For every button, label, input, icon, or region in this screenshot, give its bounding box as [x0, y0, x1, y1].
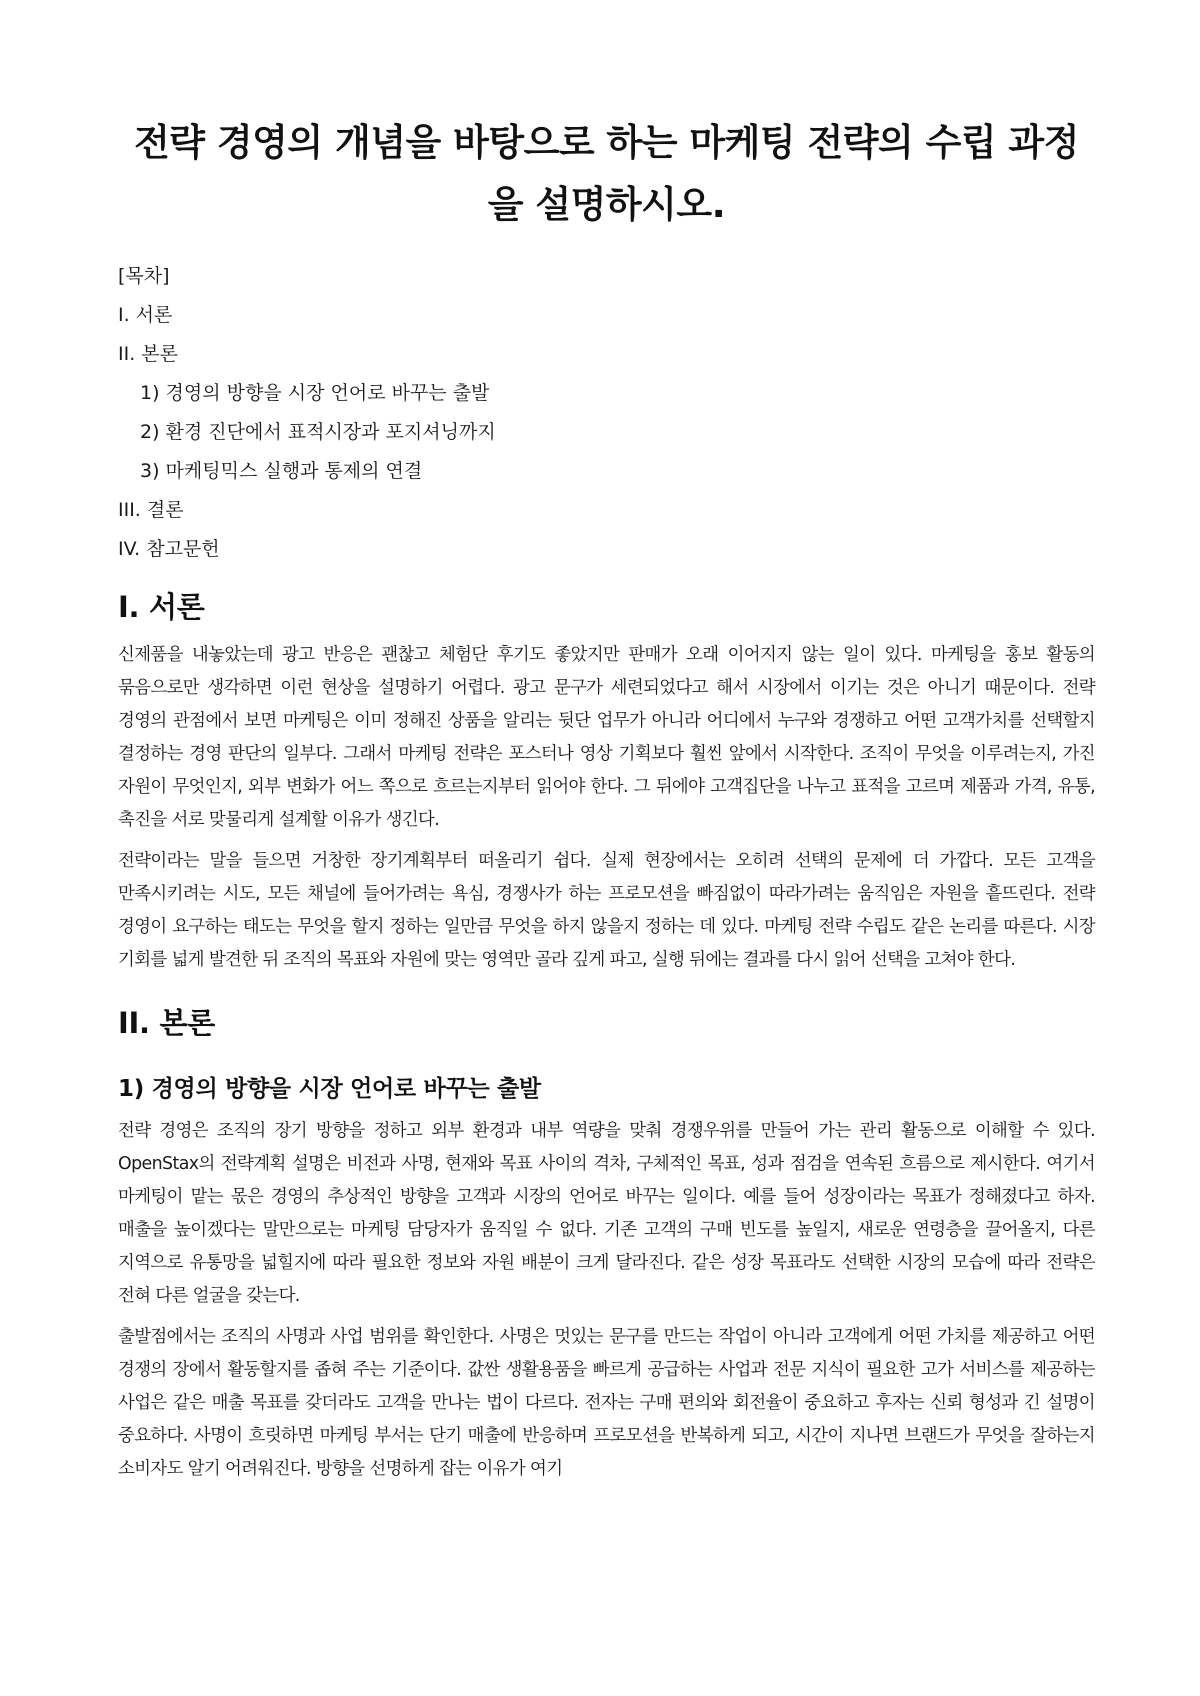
toc-item: II. 본론	[118, 343, 178, 365]
toc-heading: [목차]	[118, 265, 170, 287]
body-section	[118, 1003, 1095, 1486]
page-title: 전략 경영의 개념을 바탕으로 하는 마케팅 전략의 수립 과정을 설명하시오.	[134, 121, 1079, 226]
toc-item: I. 서론	[118, 304, 173, 326]
section-heading-intro: I. 서론	[118, 590, 205, 624]
toc-subitem: 1) 경영의 방향을 시장 언어로 바꾸는 출발	[140, 382, 490, 404]
table-of-contents	[118, 264, 1095, 561]
toc-subitem: 3) 마케팅믹스 실행과 통제의 연결	[140, 460, 423, 482]
body-paragraph: 전략 경영은 조직의 장기 방향을 정하고 외부 환경과 내부 역량을 맞춰 경쟁우위를 만들어 가는 관리 활동으로 이해할 수 있다. OpenStax의 전략계획 설명은 비전과 사명, 현재와 목표 사이의 격차, 구체적인 목표, 성과 점검을 연속된 흐름으로 제시한다. 여기서 마케팅이 맡는 몫은 경영의 추상적인 방향을 고객과 시장의 언어로 바꾸는 일이다. 예를 들어 성장이라는 목표가 정해졌다고 하자. 매출을 높이겠다는 말만으로는 마케팅 담당자가 움직일 수 없다. 기존 고객의 구매 빈도를 높일지, 새로운 연령층을 끌어올지, 다른 지역으로 유통망을 넓힐지에 따라 필요한 정보와 자원 배분이 크게 달라진다. 같은 성장 목표라도 선택한 시장의 모습에 따라 전략은 전혀 다른 얼굴을 갖는다.	[118, 1121, 1095, 1306]
toc-item: III. 결론	[118, 499, 184, 521]
toc-item: IV. 참고문헌	[118, 538, 220, 560]
body-paragraph: 전략이라는 말을 들으면 거창한 장기계획부터 떠올리기 쉽다. 실제 현장에서는 오히려 선택의 문제에 더 가깝다. 모든 고객을 만족시키려는 시도, 모든 채널에 들어가려는 욕심, 경쟁사가 하는 프로모션을 빠짐없이 따라가려는 움직임은 자원을 흩뜨린다. 전략 경영이 요구하는 태도는 무엇을 할지 정하는 일만큼 무엇을 하지 않을지 정하는 데 있다. 마케팅 전략 수립도 같은 논리를 따른다. 시장 기회를 넓게 발견한 뒤 조직의 목표와 자원에 맞는 영역만 골라 깊게 파고, 실행 뒤에는 결과를 다시 읽어 선택을 고쳐야 한다.	[118, 851, 1095, 970]
body-paragraph: 출발점에서는 조직의 사명과 사업 범위를 확인한다. 사명은 멋있는 문구를 만드는 작업이 아니라 고객에게 어떤 가치를 제공하고 어떤 경쟁의 장에서 활동할지를 좁혀 주는 기준이다. 값싼 생활용품을 빠르게 공급하는 사업과 전문 지식이 필요한 고가 서비스를 제공하는 사업은 같은 매출 목표를 갖더라도 고객을 만나는 법이 다르다. 전자는 구매 편의와 회전율이 중요하고 후자는 신뢰 형성과 긴 설명이 중요하다. 사명이 흐릿하면 마케팅 부서는 단기 매출에 반응하며 프로모션을 반복하게 되고, 시간이 지나면 브랜드가 무엇을 잘하는지 소비자도 알기 어려워진다. 방향을 선명하게 잡는 이유가 여기	[118, 1327, 1095, 1479]
intro-section	[118, 587, 1095, 977]
section-heading-body: II. 본론	[118, 1006, 215, 1040]
body-paragraph: 신제품을 내놓았는데 광고 반응은 괜찮고 체험단 후기도 좋았지만 판매가 오래 이어지지 않는 일이 있다. 마케팅을 홍보 활동의 묶음으로만 생각하면 이런 현상을 설명하기 어렵다. 광고 문구가 세련되었다고 해서 시장에서 이기는 것은 아니기 때문이다. 전략 경영의 관점에서 보면 마케팅은 이미 정해진 상품을 알리는 뒷단 업무가 아니라 어디에서 누구와 경쟁하고 어떤 고객가치를 선택할지 결정하는 경영 판단의 일부다. 그래서 마케팅 전략은 포스터나 영상 기획보다 훨씬 앞에서 시작한다. 조직이 무엇을 이루려는지, 가진 자원이 무엇인지, 외부 변화가 어느 쪽으로 흐르는지부터 읽어야 한다. 그 뒤에야 고객집단을 나누고 표적을 고르며 제품과 가격, 유통, 촉진을 서로 맞물리게 설계할 이유가 생긴다.	[118, 645, 1095, 830]
subsection-heading: 1) 경영의 방향을 시장 언어로 바꾸는 출발	[118, 1076, 541, 1102]
toc-list	[118, 303, 1095, 561]
toc-subitem: 2) 환경 진단에서 표적시장과 포지셔닝까지	[140, 421, 496, 443]
